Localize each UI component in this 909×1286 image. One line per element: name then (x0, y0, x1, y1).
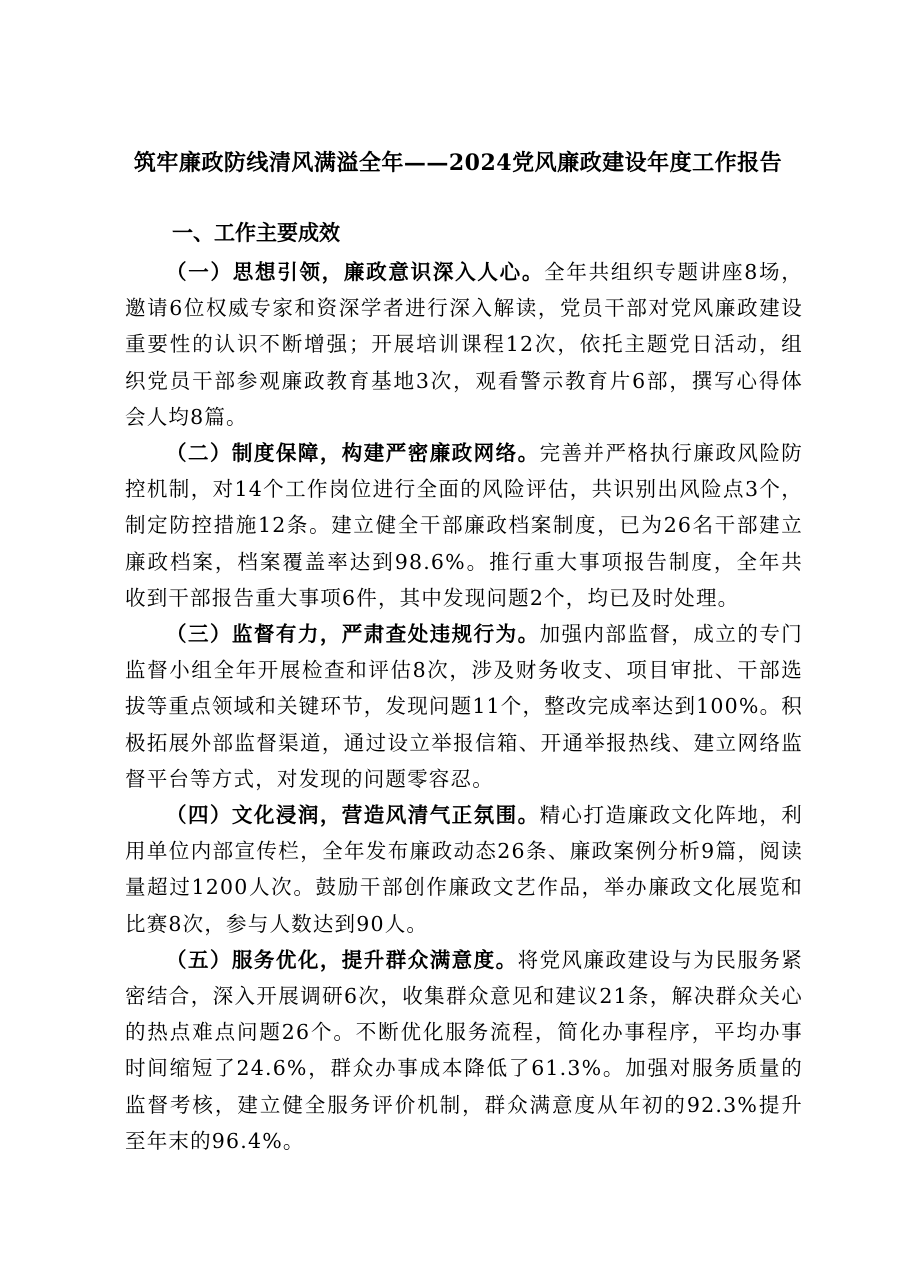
document-title: 筑牢廉政防线清风满溢全年——2024党风廉政建设年度工作报告 (133, 150, 783, 176)
paragraph-text: 精心打造廉政文化阵地，利用单位内部宣传栏，全年发布廉政动态26条、廉政案例分析9篇，阅读量超过1200人次。鼓励干部创作廉政文艺作品，举办廉政文化展览和比赛8次，参与人数达到90人。 (125, 803, 803, 936)
paragraph-1 (125, 254, 803, 435)
paragraph-4 (125, 797, 803, 942)
paragraph-lead: （四）文化浸润，营造风清气正氛围。 (166, 803, 540, 828)
paragraph-3 (125, 616, 803, 797)
paragraph-2 (125, 435, 803, 616)
paragraph-lead: （三）监督有力，严肃查处违规行为。 (166, 622, 540, 647)
section-heading: 一、工作主要成效 (172, 221, 340, 245)
paragraph-text: 完善并严格执行廉政风险防控机制，对14个工作岗位进行全面的风险评估，共识别出风险点3个，制定防控措施12条。建立健全干部廉政档案制度，已为26名干部建立廉政档案，档案覆盖率达到98.6%。推行重大事项报告制度，全年共收到干部报告重大事项6件，其中发现问题2个，均已及时处理。 (125, 441, 803, 610)
paragraph-lead: （五）服务优化，提升群众满意度。 (166, 947, 518, 972)
paragraph-lead: （二）制度保障，构建严密廉政网络。 (166, 441, 540, 466)
paragraph-text: 全年共组织专题讲座8场，邀请6位权威专家和资深学者进行深入解读，党员干部对党风廉政建设重要性的认识不断增强；开展培训课程12次，依托主题党日活动，组织党员干部参观廉政教育基地3次，观看警示教育片6部，撰写心得体会人均8篇。 (125, 260, 803, 429)
paragraph-text: 加强内部监督，成立的专门监督小组全年开展检查和评估8次，涉及财务收支、项目审批、干部选拔等重点领域和关键环节，发现问题11个，整改完成率达到100%。积极拓展外部监督渠道，通过设立举报信箱、开通举报热线、建立网络监督平台等方式，对发现的问题零容忍。 (125, 622, 803, 791)
document-body (125, 254, 803, 1159)
paragraph-5 (125, 942, 803, 1159)
paragraph-text: 将党风廉政建设与为民服务紧密结合，深入开展调研6次，收集群众意见和建议21条，解决群众关心的热点难点问题26个。不断优化服务流程，简化办事程序，平均办事时间缩短了24.6%，群众办事成本降低了61.3%。加强对服务质量的监督考核，建立健全服务评价机制，群众满意度从年初的92.3%提升至年末的96.4%。 (125, 947, 803, 1153)
paragraph-lead: （一）思想引领，廉政意识深入人心。 (166, 260, 545, 284)
